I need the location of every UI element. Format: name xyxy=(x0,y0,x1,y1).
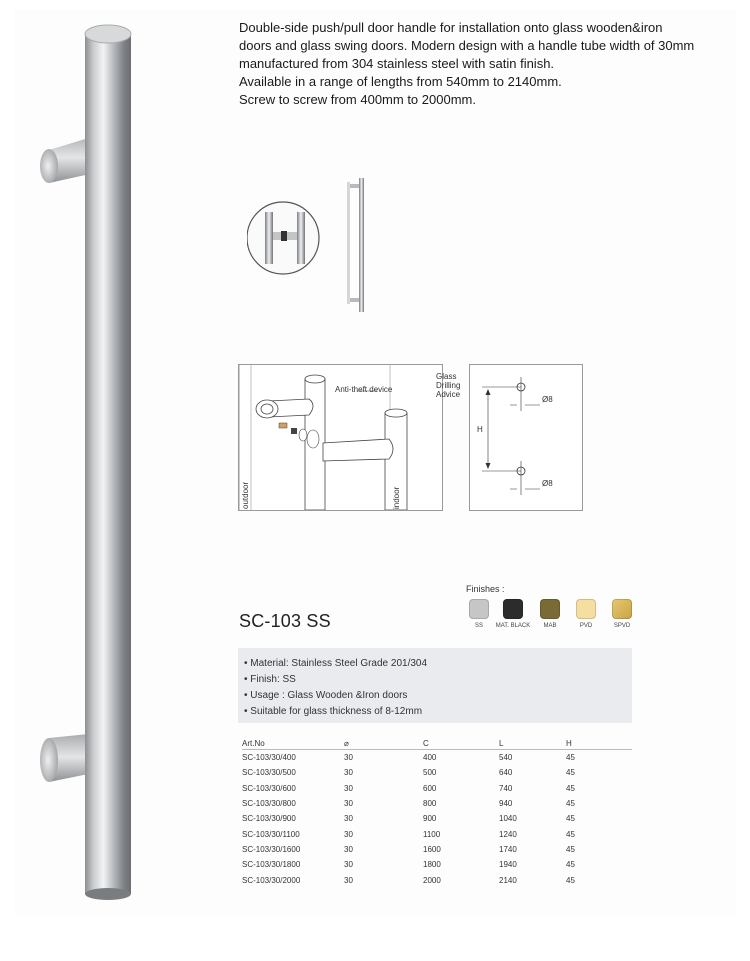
cell: 30 xyxy=(344,875,353,885)
installation-diagram xyxy=(238,364,443,511)
finish-swatch-pvd xyxy=(566,599,606,629)
finish-swatch-mab xyxy=(530,599,570,629)
description-line: Screw to screw from 400mm to 2000mm. xyxy=(239,92,476,107)
cell: 500 xyxy=(423,768,437,778)
cell: 2140 xyxy=(499,875,517,885)
cell: 45 xyxy=(566,875,575,885)
spec-item-material: • Material: Stainless Steel Grade 201/304 xyxy=(244,658,428,669)
cell: SC-103/30/1800 xyxy=(242,860,301,870)
cell: 1240 xyxy=(499,829,517,839)
table-row xyxy=(242,842,632,857)
cell: 1600 xyxy=(423,844,441,854)
cell: 30 xyxy=(344,799,353,809)
handle-thumbnail-photo xyxy=(247,176,382,316)
cell: 45 xyxy=(566,829,575,839)
swatch-label: MAB xyxy=(543,623,557,629)
swatch-label: SPVD xyxy=(613,623,631,629)
table-row xyxy=(242,811,632,826)
cell: 1940 xyxy=(499,860,517,870)
finish-swatch-mat-black xyxy=(493,599,533,629)
drilling-diagram xyxy=(436,364,583,511)
product-title: SC-103 SS xyxy=(239,611,331,631)
cell: 800 xyxy=(423,799,437,809)
finish-swatch-spvd xyxy=(602,599,642,629)
header-h: H xyxy=(566,738,572,748)
cell: 30 xyxy=(344,753,353,763)
cell: 1100 xyxy=(423,829,441,839)
cell: 1040 xyxy=(499,814,517,824)
header-c: C xyxy=(423,738,429,748)
cell: 30 xyxy=(344,768,353,778)
cell: 30 xyxy=(344,783,353,793)
handle-illustration xyxy=(30,20,150,900)
table-row xyxy=(242,796,632,811)
swatch-color xyxy=(469,599,489,619)
table-row xyxy=(242,750,632,766)
drilling-drawing xyxy=(470,365,582,510)
cell: 640 xyxy=(499,768,513,778)
spec-item-finish: • Finish: SS xyxy=(244,674,296,685)
cell: 1740 xyxy=(499,844,517,854)
cell: 30 xyxy=(344,814,353,824)
hole-diameter-bottom: Ø8 xyxy=(542,479,553,488)
swatch-label: SS xyxy=(474,623,483,629)
cell: 45 xyxy=(566,753,575,763)
anti-theft-label: Anti-theft device xyxy=(335,385,393,394)
cell: SC-103/30/1100 xyxy=(242,829,300,839)
spec-item-usage: • Usage : Glass Wooden &Iron doors xyxy=(244,690,408,701)
swatch-label: MAT. BLACK xyxy=(495,623,531,629)
swatch-color xyxy=(612,599,632,619)
swatch-color xyxy=(576,599,596,619)
cell: 30 xyxy=(344,829,353,839)
cell: 1800 xyxy=(423,860,441,870)
table-header-row xyxy=(242,737,632,750)
description-line: manufactured from 304 stainless steel with satin finish. xyxy=(239,56,555,71)
header-diameter: ⌀ xyxy=(344,738,349,748)
swatch-color xyxy=(540,599,560,619)
cell: 2000 xyxy=(423,875,441,885)
cell: 45 xyxy=(566,783,575,793)
cell: SC-103/30/2000 xyxy=(242,875,301,885)
cell: 45 xyxy=(566,799,575,809)
cell: 45 xyxy=(566,814,575,824)
description-line: doors and glass swing doors. Modern design with a handle tube width of 30mm xyxy=(239,38,695,53)
h-dimension-label: H xyxy=(477,425,483,434)
cell: 400 xyxy=(423,753,437,763)
description-line: Double-side push/pull door handle for installation onto glass wooden&iron xyxy=(239,20,663,35)
cell: SC-103/30/1600 xyxy=(242,844,301,854)
header-art-no: Art.No xyxy=(242,738,265,748)
description-line: Available in a range of lengths from 540mm to 2140mm. xyxy=(239,74,562,89)
header-l: L xyxy=(499,738,504,748)
drilling-title-line: Advice xyxy=(436,390,461,399)
drilling-title-line: Glass xyxy=(436,372,457,381)
dimensions-table xyxy=(242,737,632,888)
swatch-label: PVD xyxy=(579,623,593,629)
swatch-color xyxy=(503,599,523,619)
cell: 540 xyxy=(499,753,513,763)
cell: SC-103/30/600 xyxy=(242,783,296,793)
table-row xyxy=(242,872,632,887)
cell: 30 xyxy=(344,844,353,854)
drilling-title-line: Drilling xyxy=(436,381,461,390)
table-row xyxy=(242,857,632,872)
hole-diameter-top: Ø8 xyxy=(542,395,553,404)
spec-item-glass-thickness: • Suitable for glass thickness of 8-12mm xyxy=(244,706,423,717)
cell: 740 xyxy=(499,783,513,793)
drilling-advice-title xyxy=(436,372,460,399)
cell: SC-103/30/900 xyxy=(242,814,296,824)
table-row xyxy=(242,826,632,841)
finishes-title: Finishes : xyxy=(466,584,505,594)
cell: 30 xyxy=(344,860,353,870)
cell: SC-103/30/400 xyxy=(242,753,296,763)
cell: 600 xyxy=(423,783,437,793)
spec-list xyxy=(238,648,632,723)
table-row xyxy=(242,765,632,780)
indoor-label: indoor xyxy=(392,486,401,509)
table-row xyxy=(242,781,632,796)
cell: 940 xyxy=(499,799,513,809)
product-description xyxy=(239,19,719,109)
cell: 45 xyxy=(566,844,575,854)
cell: SC-103/30/500 xyxy=(242,768,296,778)
cell: 900 xyxy=(423,814,437,824)
cell: SC-103/30/800 xyxy=(242,799,296,809)
outdoor-label: outdoor xyxy=(241,481,250,509)
cell: 45 xyxy=(566,768,575,778)
cell: 45 xyxy=(566,860,575,870)
